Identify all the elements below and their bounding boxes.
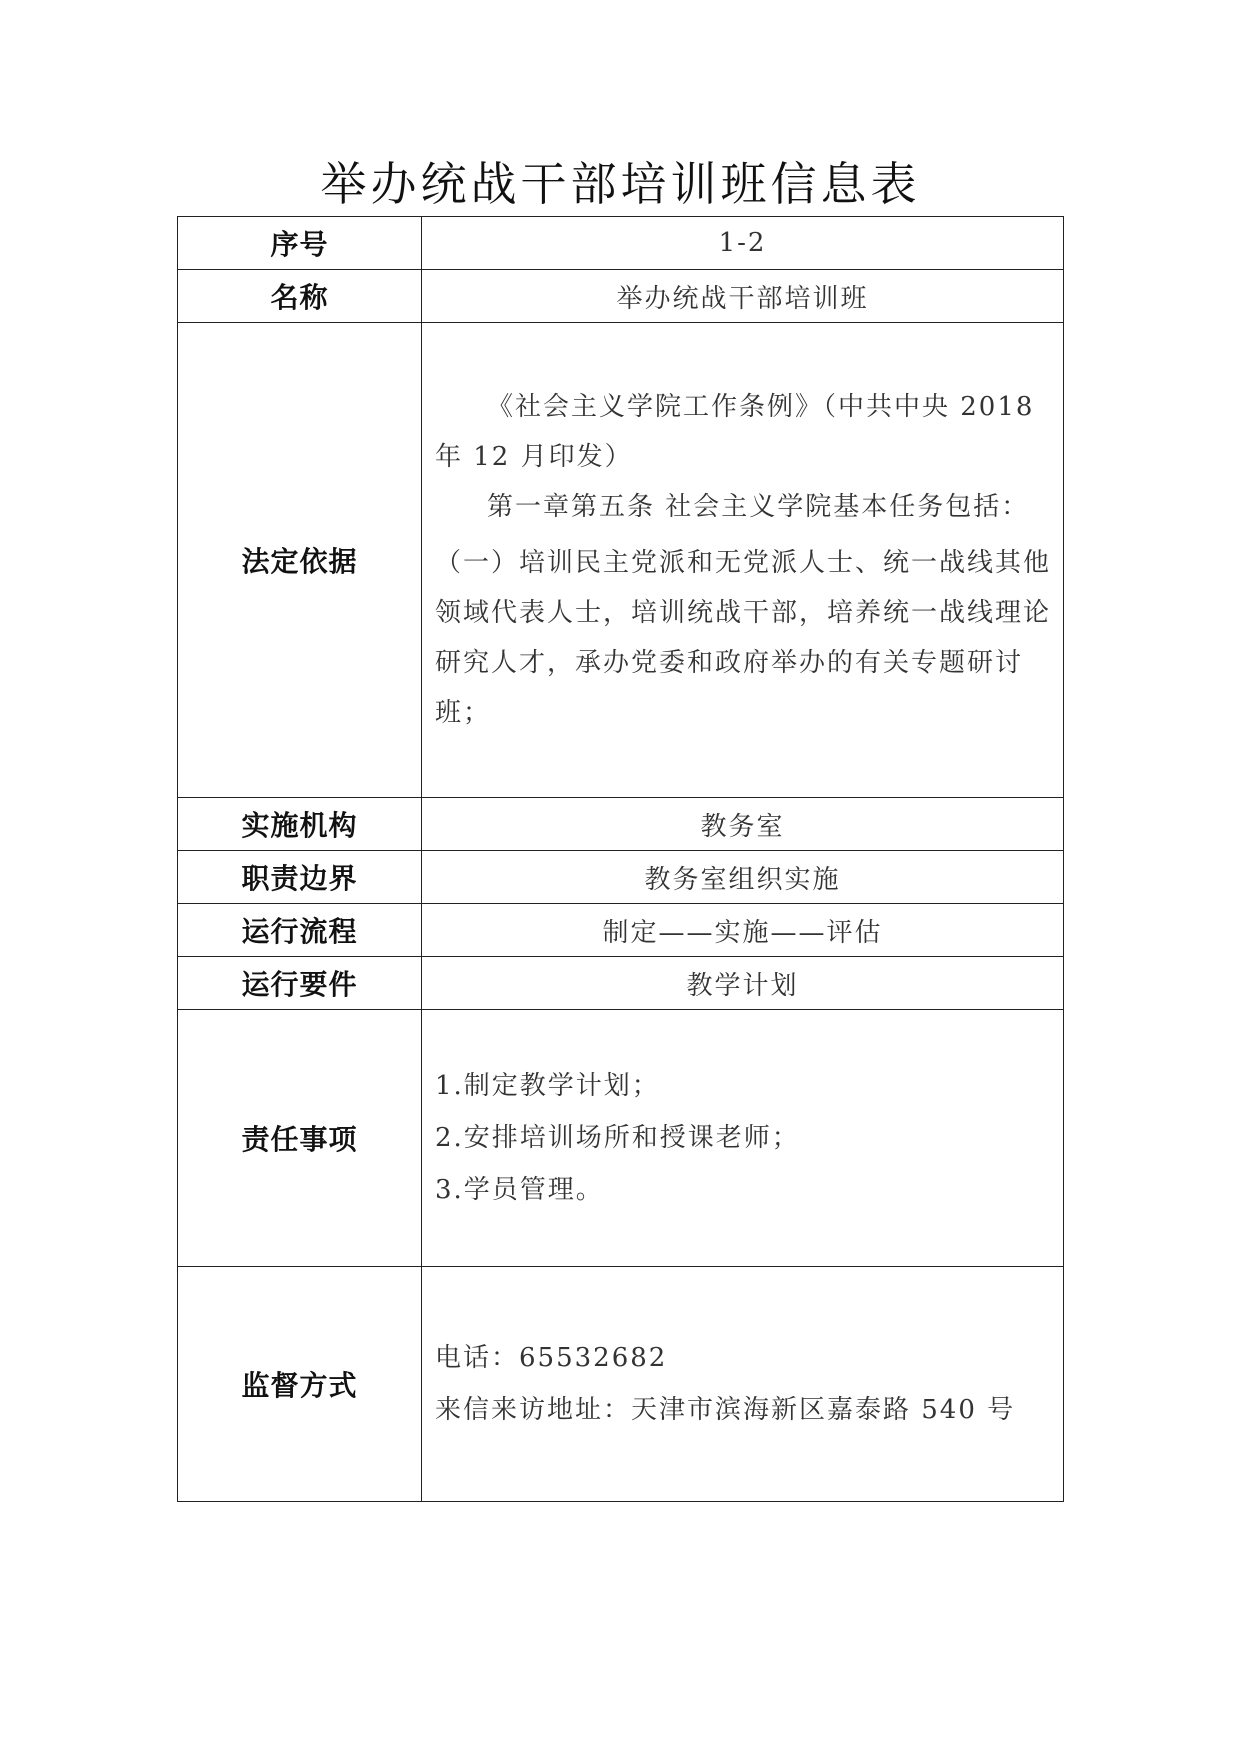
requirements-value: 教学计划 — [422, 957, 1064, 1010]
supervision-phone: 电话：65532682 — [435, 1343, 668, 1373]
supervision-label: 监督方式 — [178, 1267, 422, 1502]
table-row-boundary — [178, 851, 1064, 904]
table-row-process — [178, 904, 1064, 957]
boundary-value: 教务室组织实施 — [422, 851, 1064, 904]
process-label: 运行流程 — [178, 904, 422, 957]
legal-basis-para-1: 《社会主义学院工作条例》（中共中央 2018 年 12 月印发） — [435, 392, 1035, 472]
name-value: 举办统战干部培训班 — [422, 270, 1064, 323]
requirements-label: 运行要件 — [178, 957, 422, 1010]
supervision-value — [422, 1267, 1064, 1502]
table-row-agency — [178, 798, 1064, 851]
supervision-address: 来信来访地址：天津市滨海新区嘉泰路 540 号 — [435, 1395, 1016, 1425]
table-row-serial — [178, 217, 1064, 270]
serial-value: 1-2 — [422, 217, 1064, 270]
responsibility-item-1: 1.制定教学计划； — [435, 1071, 660, 1101]
responsibilities-label: 责任事项 — [178, 1010, 422, 1267]
responsibility-item-2: 2.安排培训场所和授课老师； — [435, 1123, 800, 1153]
table-row-requirements — [178, 957, 1064, 1010]
serial-label: 序号 — [178, 217, 422, 270]
legal-basis-value — [422, 323, 1064, 798]
table-row-name — [178, 270, 1064, 323]
table-row-supervision — [178, 1267, 1064, 1502]
table-row-responsibilities — [178, 1010, 1064, 1267]
legal-basis-para-3: （一）培训民主党派和无党派人士、统一战线其他领域代表人士，培训统战干部，培养统一战线理论研究人才，承办党委和政府举办的有关专题研讨班； — [435, 548, 1052, 728]
process-value: 制定——实施——评估 — [422, 904, 1064, 957]
page-title: 举办统战干部培训班信息表 — [320, 157, 921, 211]
legal-basis-para-2: 第一章第五条 社会主义学院基本任务包括： — [487, 492, 1030, 522]
agency-value: 教务室 — [422, 798, 1064, 851]
legal-basis-label: 法定依据 — [178, 323, 422, 798]
responsibilities-value — [422, 1010, 1064, 1267]
responsibility-item-3: 3.学员管理。 — [435, 1175, 604, 1205]
info-table — [177, 216, 1064, 1502]
name-label: 名称 — [178, 270, 422, 323]
boundary-label: 职责边界 — [178, 851, 422, 904]
agency-label: 实施机构 — [178, 798, 422, 851]
table-row-legal-basis — [178, 323, 1064, 798]
